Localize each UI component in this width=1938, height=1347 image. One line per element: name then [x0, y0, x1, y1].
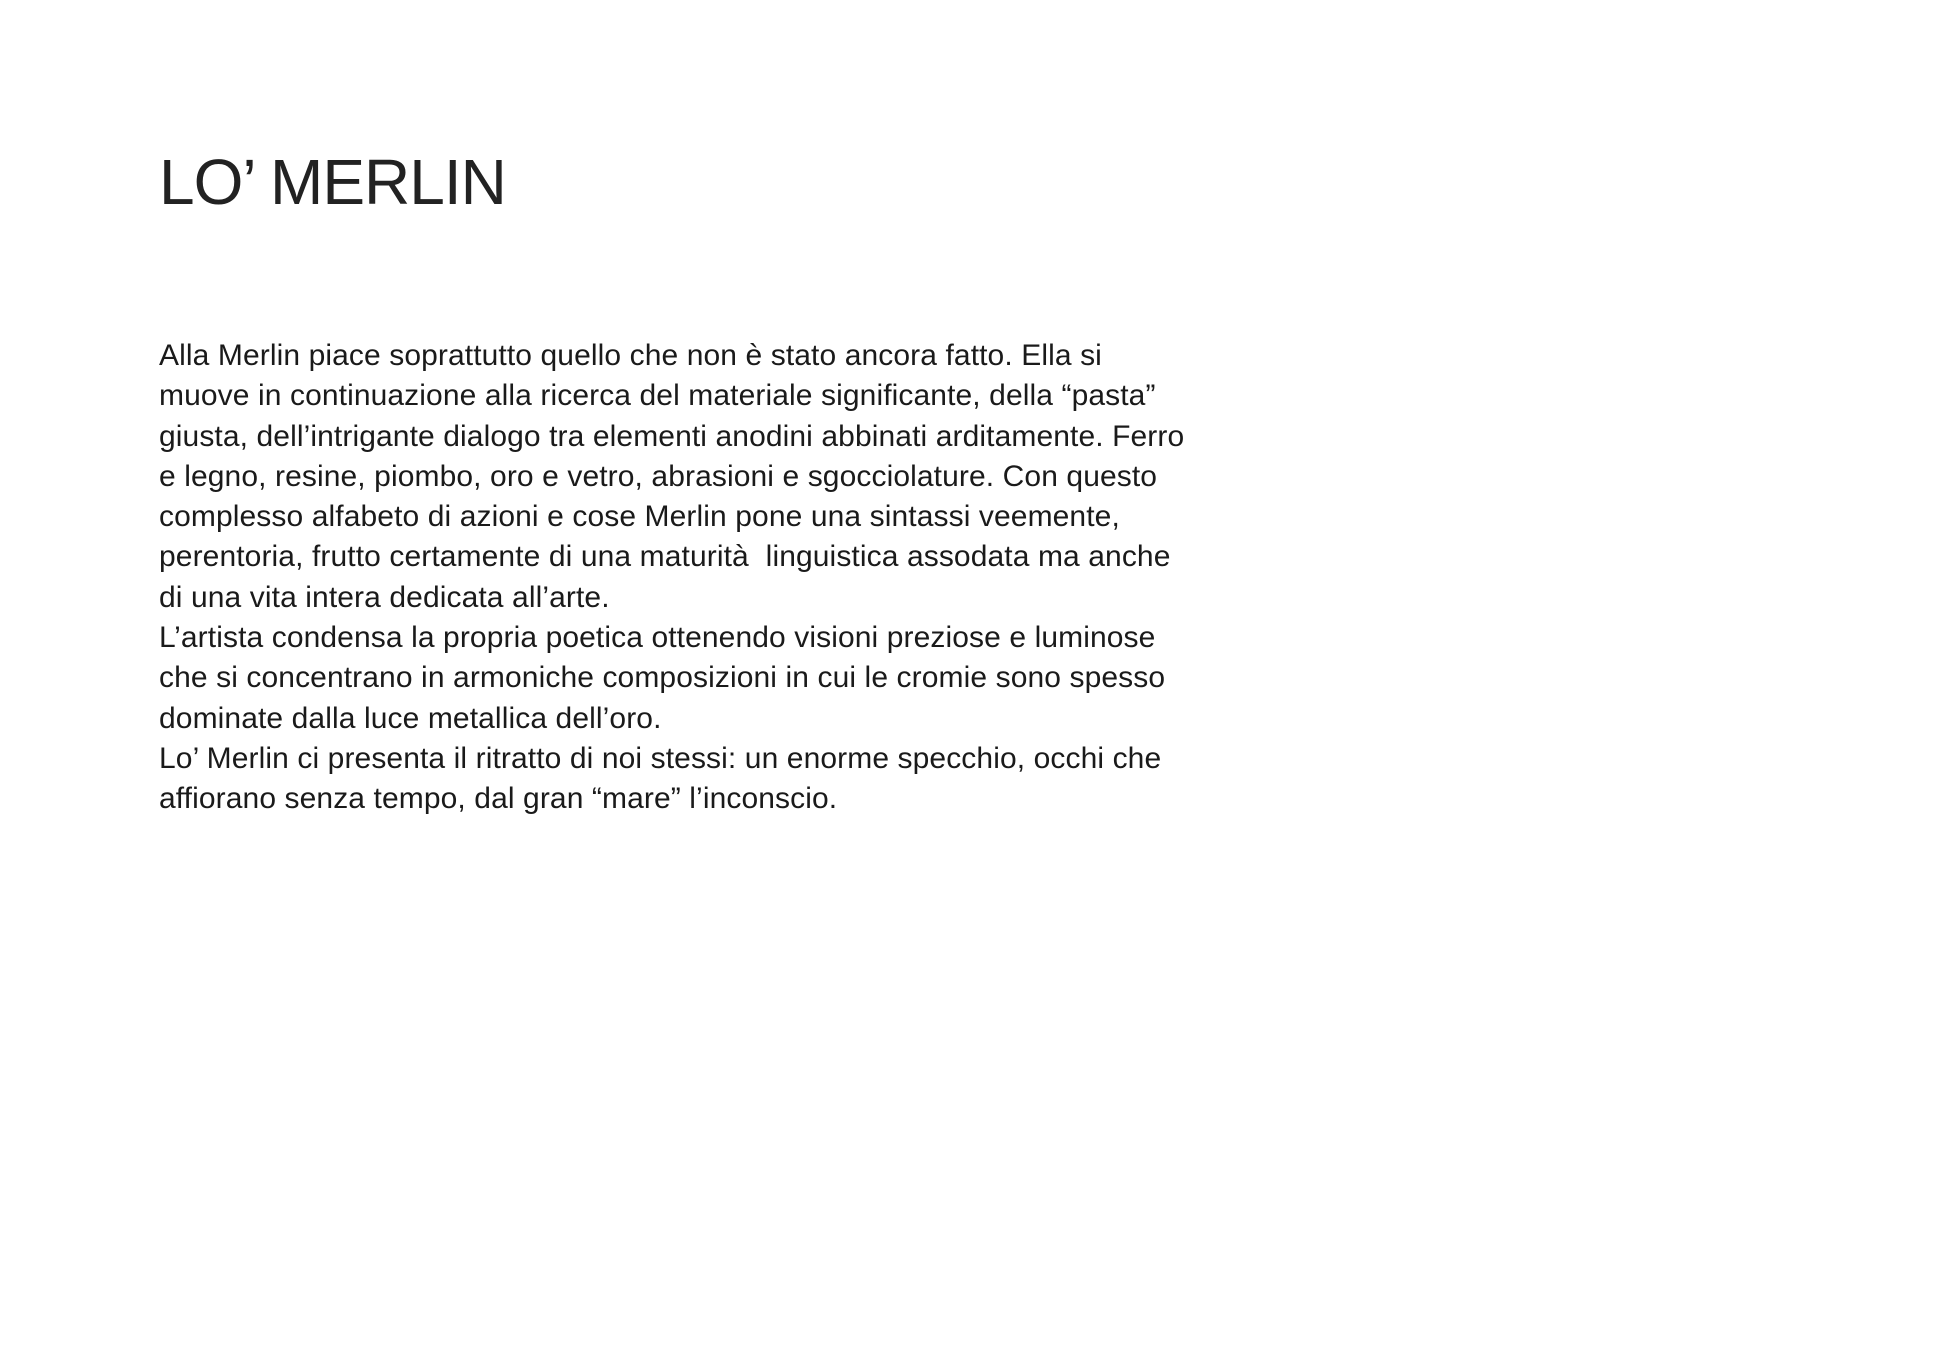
- text-line: L’artista condensa la propria poetica ottenendo visioni preziose e luminose: [159, 621, 1156, 655]
- text-line: che si concentrano in armoniche composizioni in cui le cromie sono spesso: [159, 661, 1166, 695]
- body-text: [159, 336, 1359, 820]
- text-line: Lo’ Merlin ci presenta il ritratto di noi stessi: un enorme specchio, occhi che: [159, 741, 1162, 775]
- text-line: dominate dalla luce metallica dell’oro.: [159, 701, 662, 735]
- text-line: complesso alfabeto di azioni e cose Merlin pone una sintassi veemente,: [159, 500, 1120, 534]
- text-line: giusta, dell’intrigante dialogo tra elementi anodini abbinati arditamente. Ferro: [159, 419, 1185, 453]
- text-line: Alla Merlin piace soprattutto quello che non è stato ancora fatto. Ella si: [159, 339, 1102, 372]
- text-line: affiorano senza tempo, dal gran “mare” l’inconscio.: [159, 782, 838, 816]
- text-line: e legno, resine, piombo, oro e vetro, abrasioni e sgocciolature. Con questo: [159, 459, 1158, 493]
- text-line: muove in continuazione alla ricerca del materiale significante, della “pasta”: [159, 379, 1156, 413]
- text-line: di una vita intera dedicata all’arte.: [159, 580, 610, 614]
- page-title: LO’ MERLIN: [159, 146, 506, 218]
- text-line: perentoria, frutto certamente di una maturità linguistica assodata ma anche: [159, 540, 1171, 574]
